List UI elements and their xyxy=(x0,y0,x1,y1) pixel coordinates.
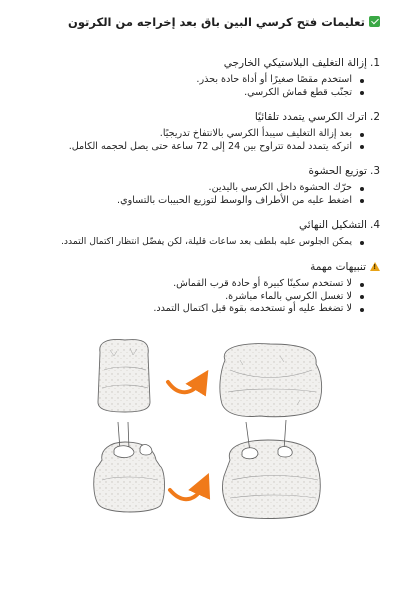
notes-list xyxy=(10,278,380,316)
section-title: اترك الكرسي يتمدد تلقائيًا xyxy=(254,111,367,123)
section-final-shaping xyxy=(10,218,380,249)
section-list xyxy=(10,128,380,153)
section-number: 4. xyxy=(369,219,380,231)
list-item: اضغط عليه من الأطراف والوسط لتوزيع الحبيبات بالتساوي. xyxy=(10,195,352,208)
curved-arrow-icon xyxy=(168,380,202,392)
expanding-bag-drawing xyxy=(220,344,322,417)
section-heading xyxy=(10,56,380,71)
curved-arrow-icon xyxy=(170,484,204,499)
check-icon xyxy=(369,16,380,27)
list-item: يمكن الجلوس عليه بلطف بعد ساعات قليلة، لكن يفضّل انتظار اكتمال التمدد. xyxy=(10,236,352,249)
section-heading xyxy=(10,260,380,275)
section-title: التشكيل النهائي xyxy=(299,219,367,231)
section-important-notes xyxy=(10,260,380,316)
section-remove-wrap xyxy=(10,56,380,99)
shaping-bag-drawing xyxy=(94,422,165,512)
section-heading xyxy=(10,164,380,179)
section-heading xyxy=(10,218,380,233)
section-list xyxy=(10,182,380,207)
page-title xyxy=(10,14,380,30)
list-item: بعد إزالة التغليف سيبدأ الكرسي بالانتفاخ تدريجيًا. xyxy=(10,128,352,141)
list-item: حرّك الحشوة داخل الكرسي باليدين. xyxy=(10,182,352,195)
list-item: لا تضغط عليه أو تستخدمه بقوة قبل اكتمال التمدد. xyxy=(10,303,352,316)
section-number: 1. xyxy=(369,57,380,69)
page-title-text: تعليمات فتح كرسي البين باق بعد إخراجه من الكرتون xyxy=(68,15,365,29)
compressed-bag-drawing xyxy=(98,340,150,413)
section-number: 3. xyxy=(369,165,380,177)
list-item: لا تغسل الكرسي بالماء مباشرة. xyxy=(10,291,352,304)
full-bag-drawing xyxy=(223,420,321,518)
section-title: تنبيهات مهمة xyxy=(310,261,366,273)
section-title: إزالة التغليف البلاستيكي الخارجي xyxy=(223,57,367,69)
list-item: استخدم مقصًا صغيرًا أو أداة حادة بحذر. xyxy=(10,74,352,87)
bean-bag-illustration xyxy=(80,330,330,530)
list-item: تجنّب قطع قماش الكرسي. xyxy=(10,87,352,100)
list-item: اتركه يتمدد لمدة تتراوح بين 24 إلى 72 ساعة حتى يصل لحجمه الكامل. xyxy=(10,141,352,154)
warning-icon xyxy=(370,262,380,271)
list-item: لا تستخدم سكينًا كبيرة أو حادة قرب القماش. xyxy=(10,278,352,291)
section-number: 2. xyxy=(369,111,380,123)
section-list xyxy=(10,236,380,249)
section-list xyxy=(10,74,380,99)
section-let-expand xyxy=(10,110,380,153)
section-title: توزيع الحشوة xyxy=(308,165,367,177)
section-heading xyxy=(10,110,380,125)
section-distribute-filling xyxy=(10,164,380,207)
